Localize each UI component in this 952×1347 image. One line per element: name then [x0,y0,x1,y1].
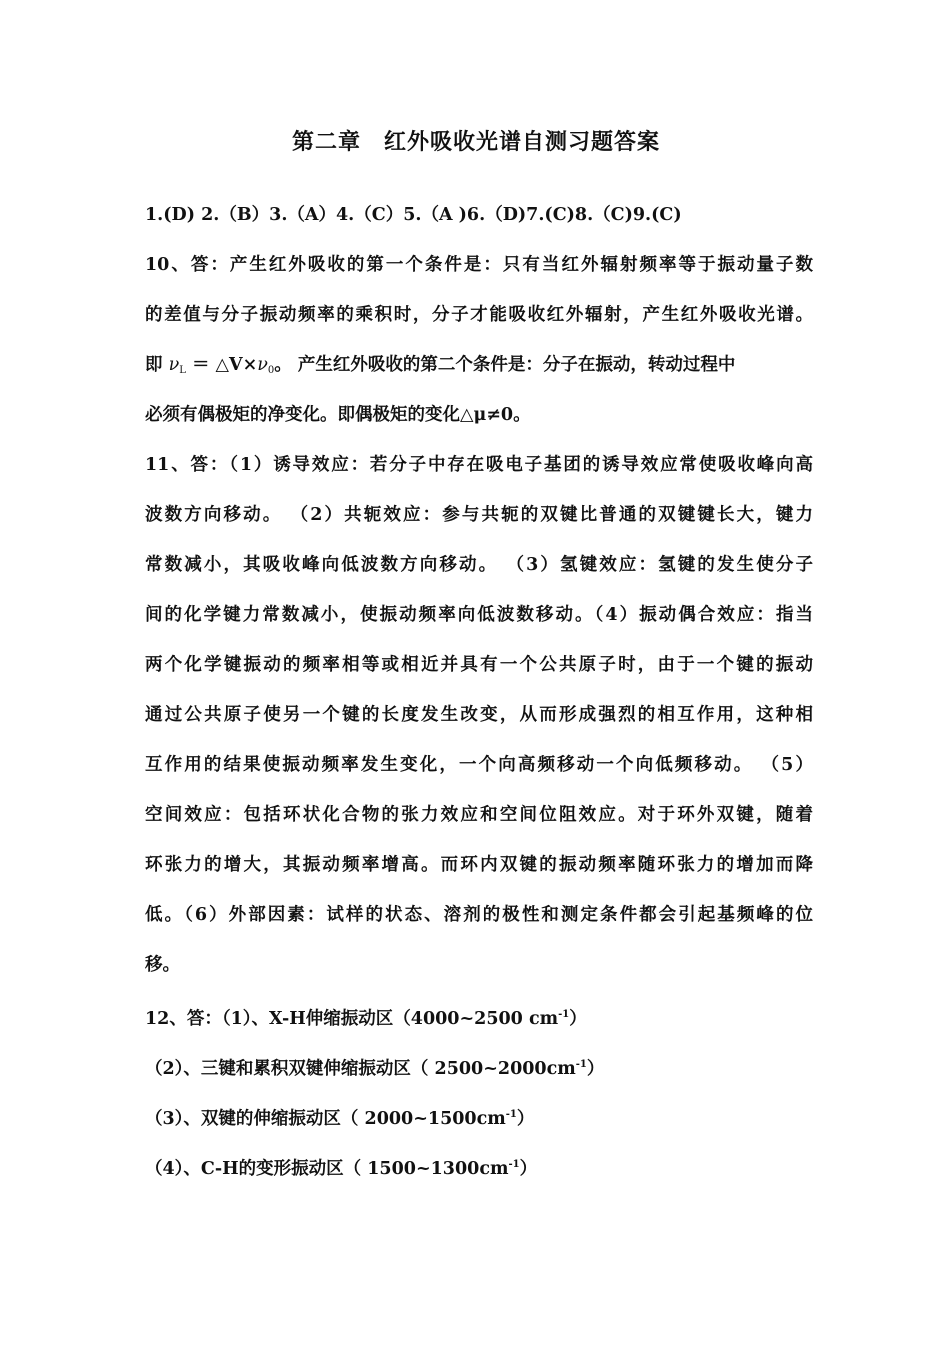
nu-subscript-L: L [179,365,186,376]
q11-line: 通过公共原子使另一个键的长度发生改变，从而形成强烈的相互作用，这种相 [145,705,813,725]
question-12-block [145,990,813,1190]
q12-item-2 [145,1040,813,1090]
q12-item-3-sup: -1 [505,1109,517,1120]
q11-line: 空间效应：包括环状化合物的张力效应和空间位阻效应。对于环外双键，随着 [145,805,813,825]
nu-symbol-0: ν [257,355,268,375]
q11-last-line: 移。 [145,955,180,975]
q12-item-2-close: ） [586,1059,605,1079]
q12-item-4-text: （4）、C-H的变形振动区（ 1500~1300cm [145,1159,509,1179]
q12-item-2-text: （2）、三键和累积双键伸缩振动区（ 2500~2000cm [145,1059,576,1079]
q10-line-4: 必须有偶极矩的净变化。即偶极矩的变化△μ≠0。 [145,405,531,425]
q12-item-1 [145,990,813,1040]
q12-item-4-close: ） [519,1159,538,1179]
q12-item-2-sup: -1 [575,1059,587,1070]
q11-line: 波数方向移动。 （2）共轭效应：参与共轭的双键比普通的双键键长大，键力 [145,505,813,525]
q11-line: 两个化学键振动的频率相等或相近并具有一个公共原子时，由于一个键的振动 [145,655,813,675]
answers-line: 1.(D) 2.（B）3.（A）4.（C）5.（A )6.（D)7.(C)8.（C)9.(C) [145,205,682,225]
q10-line-2: 的差值与分子振动频率的乘积时，分子才能吸收红外辐射，产生红外吸收光谱。 [145,305,813,325]
nu-symbol-L: ν [168,355,180,375]
q11-line: 低。（6）外部因素：试样的状态、溶剂的极性和测定条件都会引起基频峰的位 [145,905,813,925]
q12-item-4 [145,1140,813,1190]
q12-item-4-sup: -1 [508,1159,520,1170]
q12-item-3 [145,1090,813,1140]
q12-item-1-sup: -1 [558,1009,570,1020]
q11-line: 11、答：（1）诱导效应：若分子中存在吸电子基团的诱导效应常使吸收峰向高 [145,455,813,475]
q12-item-1-close: ） [569,1009,587,1029]
q10-line-3 [145,340,813,390]
answers-block [145,190,813,240]
q12-item-3-text: （3）、双键的伸缩振动区（ 2000~1500cm [145,1109,506,1129]
q10-line-3-mid: ＝ △V× [185,355,258,375]
q11-line: 常数减小，其吸收峰向低波数方向移动。 （3）氢键效应：氢键的发生使分子 [145,555,813,575]
q12-item-1-text: 12、答：（1）、X-H伸缩振动区（4000~2500 cm [145,1009,559,1029]
q10-line-3-suffix: 。 产生红外吸收的第二个条件是：分子在振动，转动过程中 [274,355,736,375]
page-title: 第二章 红外吸收光谱自测习题答案 [291,129,660,155]
q10-line-1: 10、答：产生红外吸收的第一个条件是：只有当红外辐射频率等于振动量子数 [145,255,813,275]
q10-line-3-prefix: 即 [145,355,169,375]
nu-subscript-0: 0 [267,365,275,376]
q11-line: 环张力的增大，其振动频率增高。而环内双键的振动频率随环张力的增加而降 [145,855,813,875]
question-10-block [145,240,813,440]
q12-item-3-close: ） [516,1109,535,1129]
q11-line: 互作用的结果使振动频率发生变化，一个向高频移动一个向低频移动。 （5） [145,755,813,775]
q11-line: 间的化学键力常数减小，使振动频率向低波数移动。（4）振动偶合效应：指当 [145,605,813,625]
question-11-block [145,440,813,990]
